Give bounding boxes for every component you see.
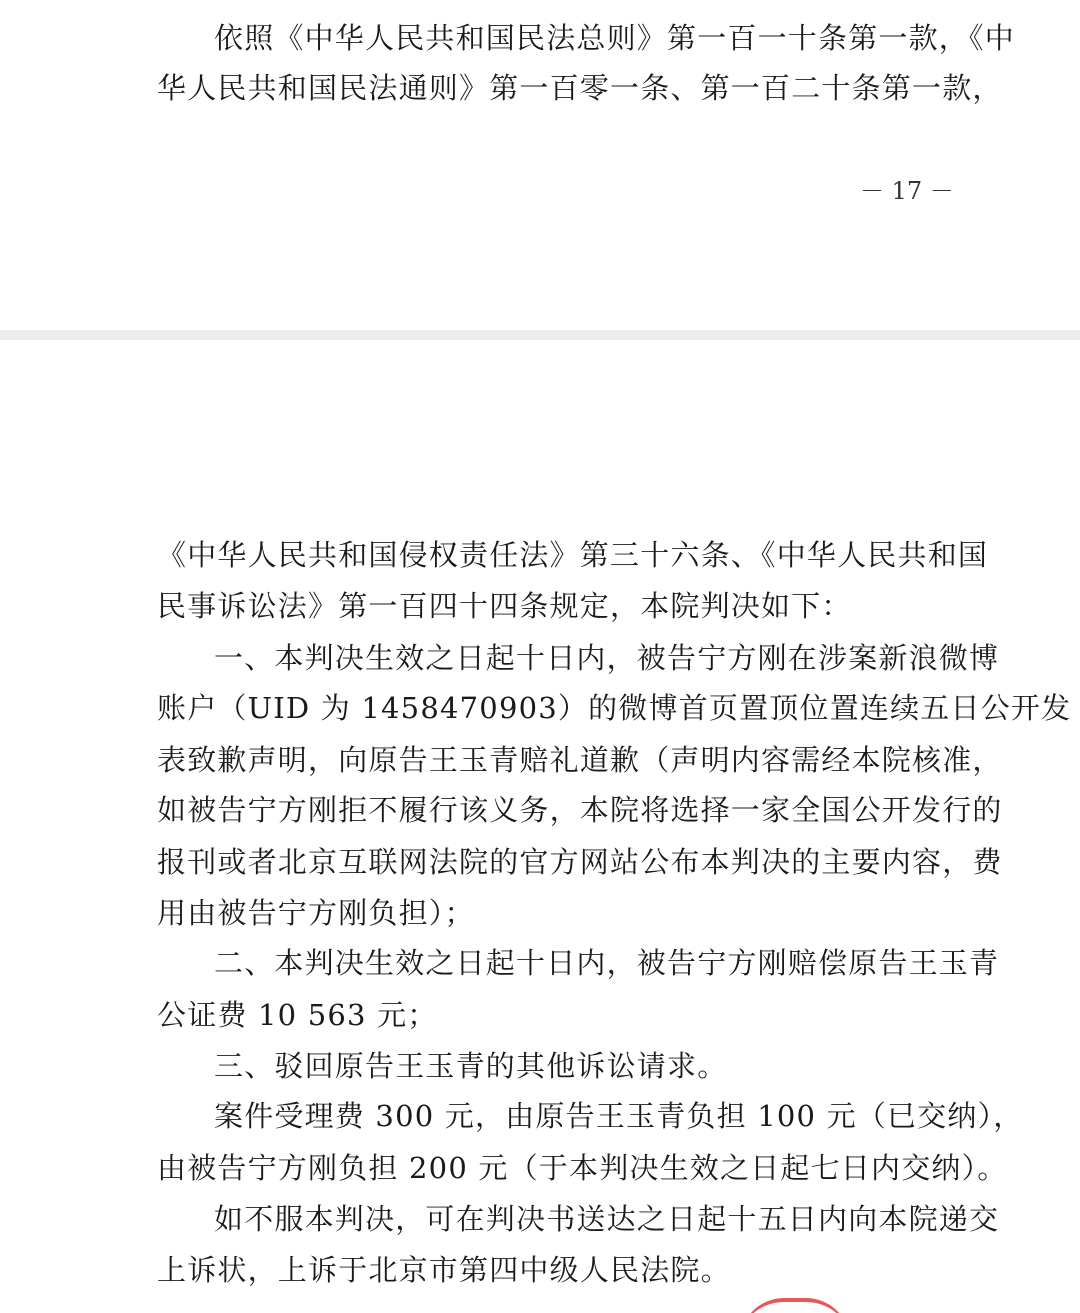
paragraph-line: 表致歉声明，向原告王玉青赔礼道歉（声明内容需经本院核准， (157, 743, 1003, 777)
paragraph-line: 依照《中华人民共和国民法总则》第一百一十条第一款，《中 (214, 21, 1015, 55)
page-number: － 17 － (860, 177, 954, 205)
paragraph-line: 如被告宁方刚拒不履行该义务，本院将选择一家全国公开发行的 (157, 793, 1003, 827)
paragraph-line: 账户（UID 为 1458470903）的微博首页置顶位置连续五日公开发 (157, 691, 1072, 725)
paragraph-line: 《中华人民共和国侵权责任法》第三十六条、《中华人民共和国 (157, 538, 989, 572)
paragraph-line: 案件受理费 300 元，由原告王玉青负担 100 元（已交纳）， (214, 1099, 1024, 1133)
paragraph-line: 民事诉讼法》第一百四十四条规定，本院判决如下： (157, 589, 852, 623)
paragraph-line: 三、驳回原告王玉青的其他诉讼请求。 (214, 1049, 728, 1083)
court-seal (740, 1298, 850, 1313)
paragraph-line: 用由被告宁方刚负担）； (157, 896, 475, 930)
paragraph-line: 公证费 10 563 元； (157, 998, 438, 1032)
paragraph-line: 由被告宁方刚负担 200 元（于本判决生效之日起七日内交纳）。 (157, 1151, 1008, 1185)
document-page-17 (0, 0, 1080, 330)
page-separator (0, 330, 1080, 340)
document-page-18 (0, 340, 1080, 1313)
paragraph-line: 上诉状，上诉于北京市第四中级人民法院。 (157, 1253, 731, 1287)
paragraph-line: 二、本判决生效之日起十日内，被告宁方刚赔偿原告王玉青 (214, 946, 1000, 980)
paragraph-line: 报刊或者北京互联网法院的官方网站公布本判决的主要内容，费 (157, 845, 1003, 879)
paragraph-line: 一、本判决生效之日起十日内，被告宁方刚在涉案新浪微博 (214, 641, 1000, 675)
paragraph-line: 如不服本判决，可在判决书送达之日起十五日内向本院递交 (214, 1202, 1000, 1236)
paragraph-line: 华人民共和国民法通则》第一百零一条、第一百二十条第一款， (157, 71, 1003, 105)
